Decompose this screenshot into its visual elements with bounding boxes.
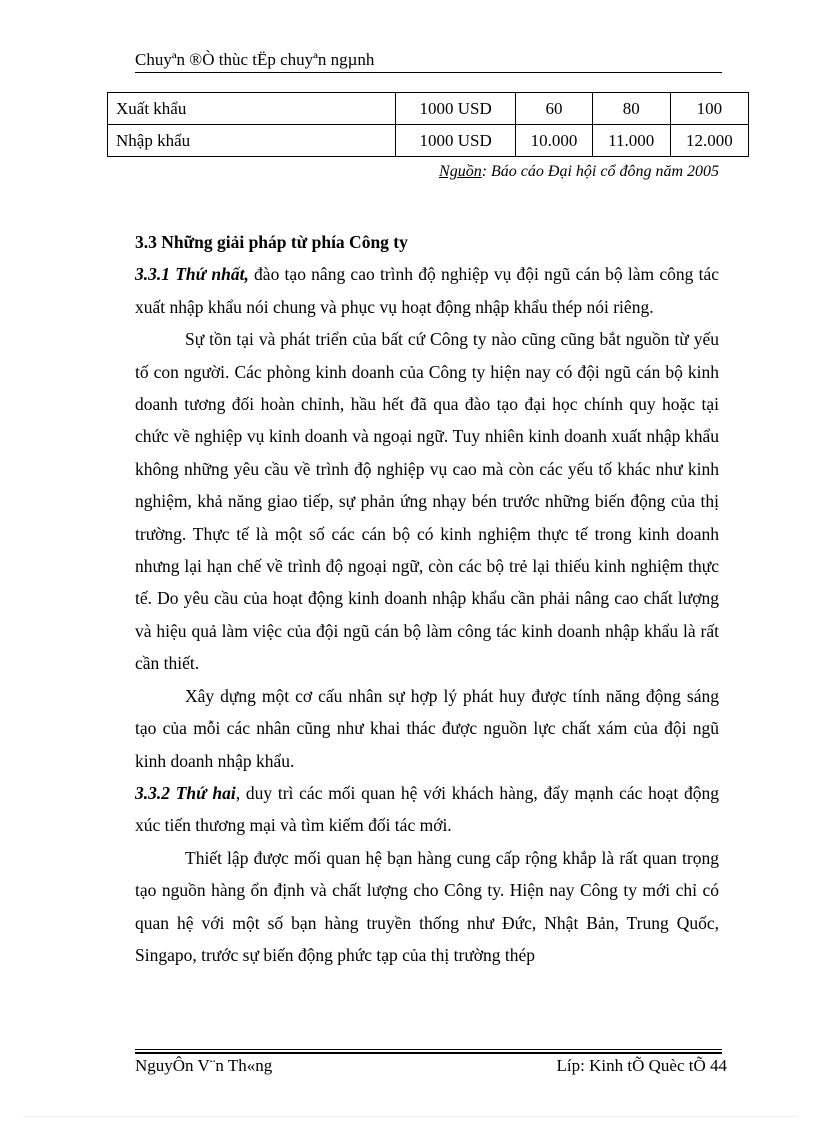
row-value: 60 — [516, 93, 592, 125]
table-row — [108, 93, 749, 125]
row-unit: 1000 USD — [395, 93, 516, 125]
source-label: Nguồn — [439, 163, 482, 180]
subsection-1 — [135, 258, 719, 323]
row-value: 10.000 — [516, 125, 592, 157]
page-header: Chuyªn ®Ò thùc tËp chuyªn ngµnh — [135, 50, 375, 69]
subsection-1-lead: 3.3.1 Thứ nhất, — [135, 264, 249, 285]
subsection-2 — [135, 777, 719, 842]
row-label: Nhập khẩu — [108, 125, 396, 157]
paragraph-3: Thiết lập được mối quan hệ bạn hàng cung cấp rộng khắp là rất quan trọng tạo nguồn hàng ổn định và chất lượng cho Công ty. Hiện nay Công ty mới chỉ có quan hệ với một số bạn hàng truyền thống như Đức, Nhật Bản, Trung Quốc, Singapo, trước sự biến động phức tạp của thị trường thép — [135, 847, 719, 965]
row-value: 80 — [592, 93, 670, 125]
row-value: 11.000 — [592, 125, 670, 157]
page-edge — [22, 1116, 797, 1117]
subsection-2-text: , duy trì các mối quan hệ với khách hàng, đẩy mạnh các hoạt động xúc tiến thương mại và tìm kiếm đối tác mới. — [135, 782, 719, 836]
header-rule — [135, 72, 722, 73]
footer-author: NguyÔn V¨n Th«ng — [135, 1056, 273, 1075]
trade-table — [107, 92, 749, 157]
source-text: : Báo cáo Đại hội cổ đông năm 2005 — [481, 163, 719, 180]
footer-rule-thick — [135, 1052, 722, 1054]
body-text — [135, 226, 719, 971]
row-unit: 1000 USD — [395, 125, 516, 157]
footer-rule — [135, 1049, 722, 1050]
paragraph-2: Xây dựng một cơ cấu nhân sự hợp lý phát huy được tính năng động sáng tạo của mỗi các nhân cũng như khai thác được nguồn lực chất xám của đội ngũ kinh doanh nhập khẩu. — [135, 685, 719, 771]
section-heading: 3.3 Những giải pháp từ phía Công ty — [135, 232, 408, 252]
row-value: 100 — [670, 93, 748, 125]
subsection-2-lead: 3.3.2 Thứ hai — [135, 782, 236, 803]
table-source — [439, 163, 719, 181]
row-value: 12.000 — [670, 125, 748, 157]
paragraph-1: Sự tồn tại và phát triển của bất cứ Công ty nào cũng cũng bắt nguồn từ yếu tố con người. Các phòng kinh doanh của Công ty hiện nay có đội ngũ cán bộ kinh doanh tương đối hoàn chỉnh, hầu hết đã qua đào tạo đại học chính quy hoặc tại chức về nghiệp vụ kinh doanh và ngoại ngữ. Tuy nhiên kinh doanh xuất nhập khẩu không những yêu cầu về trình độ nghiệp vụ cao mà còn các yếu tố khác như kinh nghiệm, khả năng giao tiếp, sự phản ứng nhạy bén trước những biến động của thị trường. Thực tế là một số các cán bộ có kinh nghiệm thực tế trong kinh doanh nhưng lại hạn chế về trình độ ngoại ngữ, còn các bộ trẻ lại thiếu kinh nghiệm thực tế. Do yêu cầu của hoạt động kinh doanh nhập khẩu cần phải nâng cao chất lượng và hiệu quả làm việc của đội ngũ cán bộ làm công tác kinh doanh nhập khẩu là rất cần thiết. — [135, 329, 719, 674]
table-row — [108, 125, 749, 157]
subsection-1-text: đào tạo nâng cao trình độ nghiệp vụ đội ngũ cán bộ làm công tác xuất nhập khẩu nói chung và phục vụ hoạt động nhập khẩu thép nói riêng. — [135, 264, 719, 317]
row-label: Xuất khẩu — [108, 93, 396, 125]
footer-class: Líp: Kinh tÕ Quèc tÕ 44 — [556, 1056, 727, 1075]
